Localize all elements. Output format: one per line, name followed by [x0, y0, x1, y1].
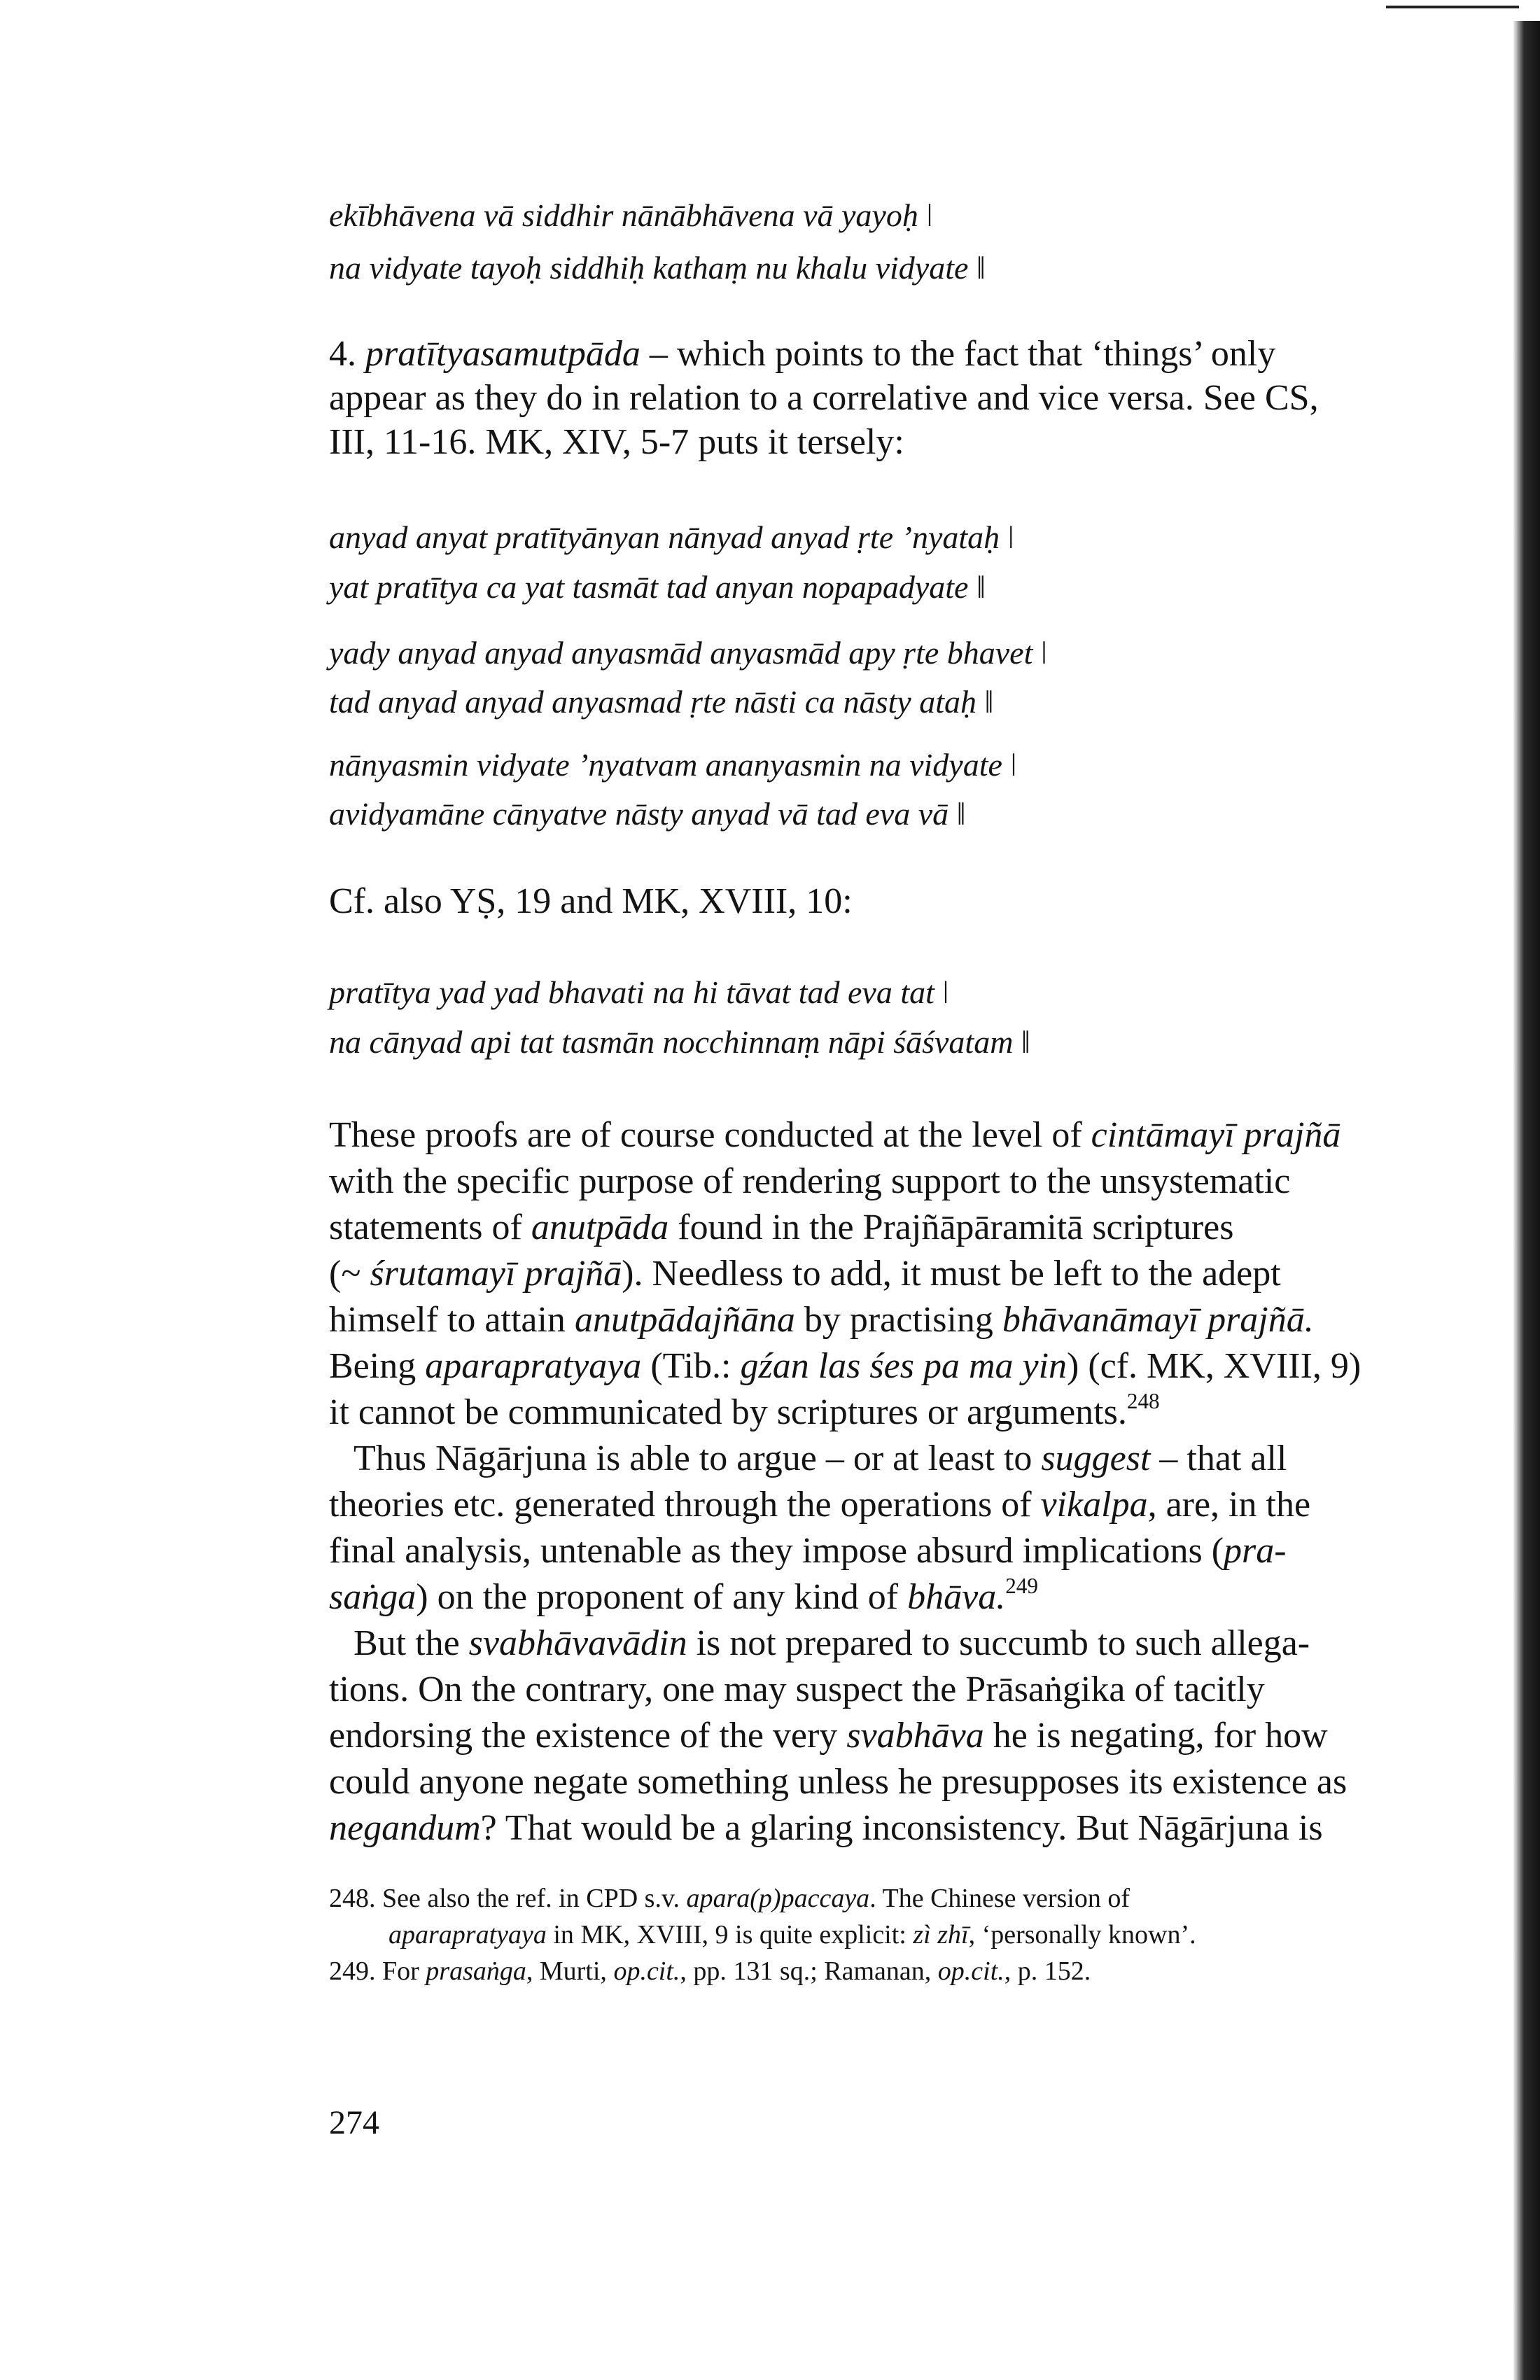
point4-line1-text: – which points to the fact that ‘things’ only	[640, 334, 1276, 374]
fn249-mid2: , pp. 131 sq.; Ramanan,	[680, 1956, 938, 1986]
para3-l1-text: But the	[354, 1623, 469, 1663]
para1-l5-term: anutpādajñāna	[574, 1300, 795, 1340]
para1-l6-mid: (Tib.:	[641, 1346, 741, 1386]
fn249-mid: , Murti,	[526, 1956, 614, 1986]
para1-line6	[329, 1348, 1361, 1385]
page-number: 274	[329, 2104, 379, 2141]
fn249-opcit1: op.cit.	[613, 1956, 680, 1986]
fn248-l2-text: in MK, XVIII, 9 is quite explicit:	[546, 1920, 913, 1949]
para1-l5-term2: bhāvanāmayī prajñā.	[1002, 1300, 1314, 1340]
para2-l4-term: saṅga	[329, 1577, 416, 1617]
para2-l1-rest: – that all	[1150, 1438, 1287, 1478]
para1-line7	[329, 1389, 1160, 1432]
para2-l1-text: Thus Nāgārjuna is able to argue – or at least to	[354, 1438, 1042, 1478]
para2-l3-term: pra-	[1224, 1531, 1287, 1571]
fn249-opcit2: op.cit.	[937, 1956, 1004, 1986]
para3-line3	[329, 1718, 1328, 1754]
para2-l2-text: theories etc. generated through the operations of	[329, 1485, 1041, 1525]
para3-line4: could anyone negate something unless he presupposes its existence as	[329, 1762, 1348, 1802]
verse3-line2: na cānyad api tat tasmān nocchinnaṃ nāpi śāśvatam ǁ	[329, 1024, 1030, 1060]
para1-line1	[329, 1117, 1340, 1154]
point4-term: pratītyasamutpāda	[365, 334, 640, 374]
fn249-rest: , p. 152.	[1004, 1956, 1091, 1986]
fn249-term: prasaṅga	[426, 1956, 526, 1986]
point4-line3: III, 11-16. MK, XIV, 5-7 puts it tersely:	[329, 422, 904, 462]
para2-l1-term: suggest	[1041, 1438, 1151, 1478]
verse3-line1: pratītya yad yad bhavati na hi tāvat tad eva tat ǀ	[329, 974, 949, 1010]
para3-line1	[354, 1625, 1310, 1662]
fn249-text: 249. For	[329, 1956, 426, 1986]
para2-l2-term: vikalpa	[1040, 1485, 1148, 1525]
verse1-line1: ekībhāvena vā siddhir nānābhāvena vā yayoḥ ǀ	[329, 197, 933, 233]
verse2-line1: anyad anyat pratītyānyan nānyad anyad ṛte ’nyataḥ ǀ	[329, 519, 1014, 555]
fn248-l2-rest: , ‘personally known’.	[968, 1920, 1196, 1949]
para1-l6-text: Being	[329, 1346, 426, 1386]
para1-l6-tib: gźan las śes pa ma yin	[740, 1346, 1068, 1386]
para3-l1-rest: is not prepared to succumb to such allega-	[687, 1623, 1310, 1663]
para1-l7-text: it cannot be communicated by scriptures or arguments.	[329, 1392, 1127, 1432]
verse1-line2: na vidyate tayoḥ siddhiḥ kathaṃ nu khalu vidyate ǁ	[329, 250, 986, 286]
para1-line3	[329, 1210, 1233, 1246]
footnote-248-line1	[329, 1885, 1130, 1912]
para2-l4-text: ) on the proponent of any kind of	[416, 1577, 908, 1617]
footnote-ref-249: 249	[1005, 1574, 1038, 1599]
footnote-248-line2	[388, 1921, 1196, 1948]
scan-edge-shadow	[1513, 21, 1540, 2380]
footnote-ref-248: 248	[1126, 1389, 1160, 1414]
para3-l3-text: endorsing the existence of the very	[329, 1716, 847, 1756]
para1-l6-rest: ) (cf. MK, XVIII, 9)	[1067, 1346, 1362, 1386]
para1-l4-rest: ). Needless to add, it must be left to the adept	[622, 1254, 1281, 1294]
para2-line2	[329, 1487, 1310, 1523]
para1-l6-term: aparapratyaya	[425, 1346, 642, 1386]
fn248-text: 248. See also the ref. in CPD s.v.	[329, 1884, 687, 1913]
para1-l4-text: (~	[329, 1254, 370, 1294]
verse2-line4: tad anyad anyad anyasmad ṛte nāsti ca nāsty ataḥ ǁ	[329, 684, 994, 720]
verse2-line6: avidyamāne cānyatve nāsty anyad vā tad eva vā ǁ	[329, 796, 966, 832]
para1-l4-term: śrutamayī prajñā	[370, 1254, 622, 1294]
para1-line4	[329, 1256, 1281, 1292]
fn248-l2-term: aparapratyaya	[388, 1920, 547, 1949]
para1-l3-rest: found in the Prajñāpāramitā scriptures	[668, 1208, 1234, 1247]
para1-l3-text: statements of	[329, 1208, 531, 1247]
cf-line: Cf. also YṢ, 19 and MK, XVIII, 10:	[329, 881, 853, 921]
para3-l3-term: svabhāva	[846, 1716, 984, 1756]
fn248-l2-chinese: zì zhī	[913, 1920, 969, 1949]
para3-line5	[329, 1810, 1323, 1847]
para3-line2: tions. On the contrary, one may suspect the Prāsaṅgika of tacitly	[329, 1670, 1265, 1709]
para1-line5	[329, 1302, 1314, 1338]
para2-line1	[354, 1438, 1287, 1478]
footnote-249	[329, 1958, 1091, 1984]
para2-line3	[329, 1533, 1287, 1569]
para2-l2-rest: , are, in the	[1147, 1485, 1311, 1525]
verse2-line5: nānyasmin vidyate ’nyatvam ananyasmin na vidyate ǀ	[329, 747, 1017, 783]
para1-l1-text: These proofs are of course conducted at the level of	[329, 1115, 1091, 1155]
para2-l3-text: final analysis, untenable as they impose absurd implications (	[329, 1531, 1224, 1571]
fn248-term: apara(p)paccaya	[686, 1884, 870, 1913]
para1-line2: with the specific purpose of rendering support to the unsystematic	[329, 1161, 1291, 1201]
para3-l3-rest: he is negating, for how	[983, 1716, 1328, 1756]
para1-l5-mid: by practising	[794, 1300, 1002, 1340]
point4-line2: appear as they do in relation to a correlative and vice versa. See CS,	[329, 378, 1319, 418]
para2-l4-term2: bhāva.	[907, 1577, 1006, 1617]
para3-l5-text: ? That would be a glaring inconsistency. But Nāgārjuna is	[480, 1808, 1323, 1848]
verse2-line2: yat pratītya ca yat tasmāt tad anyan nopapadyate ǁ	[329, 569, 986, 605]
fn248-rest: . The Chinese version of	[869, 1884, 1130, 1913]
para1-l3-term: anutpāda	[531, 1208, 669, 1247]
scan-edge-line	[1386, 6, 1519, 8]
verse2-line3: yady anyad anyad anyasmād anyasmād apy ṛte bhavet ǀ	[329, 635, 1048, 671]
point4-number: 4.	[329, 334, 356, 374]
para3-l1-term: svabhāvavādin	[468, 1623, 687, 1663]
para3-l5-term: negandum	[329, 1808, 481, 1848]
para2-line4	[329, 1574, 1038, 1617]
point4-line1	[329, 336, 1275, 372]
para1-l1-term: cintāmayī prajñā	[1091, 1115, 1341, 1155]
para1-l5-text: himself to attain	[329, 1300, 575, 1340]
